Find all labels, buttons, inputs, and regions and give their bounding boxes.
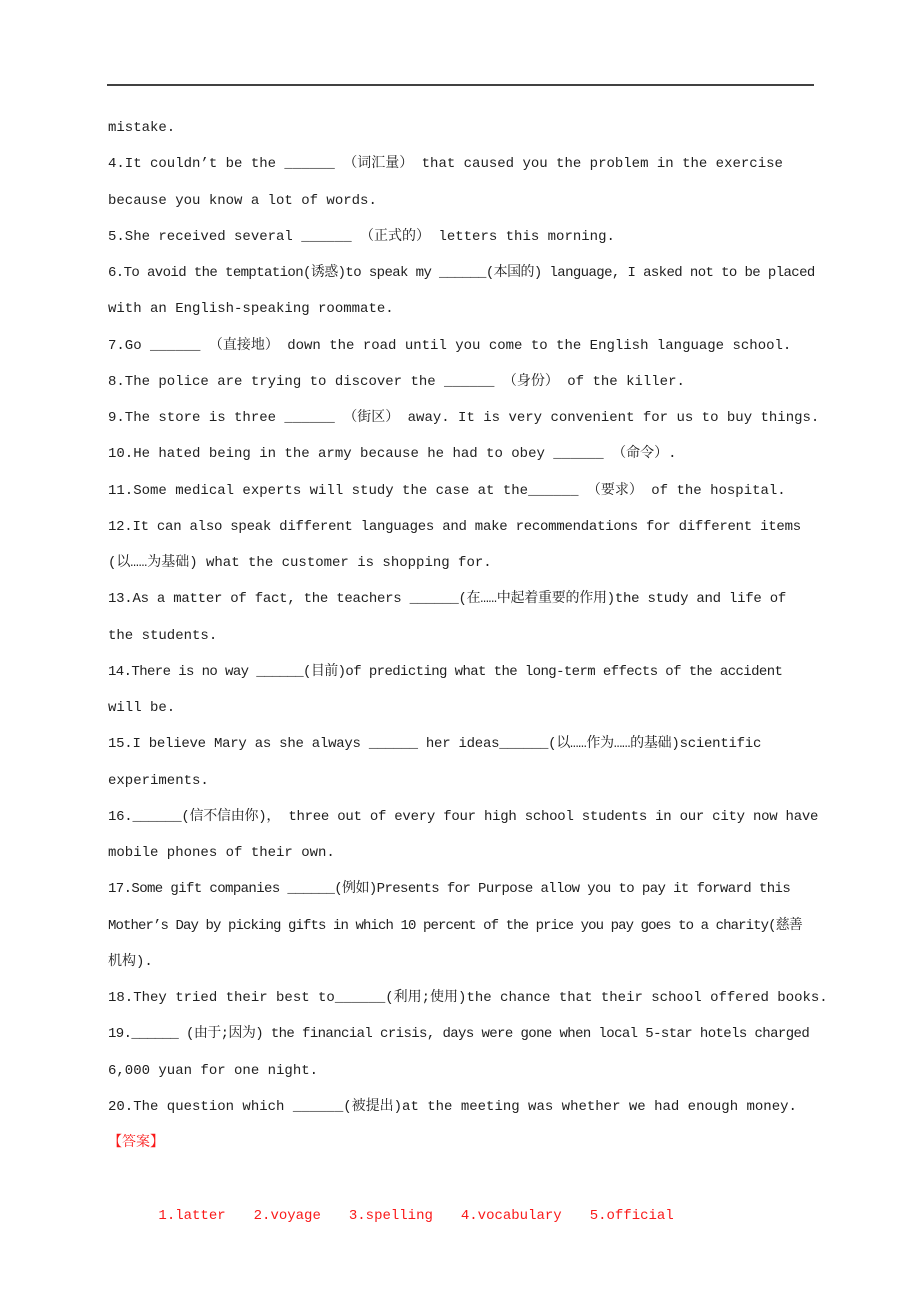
answer-3: 3.spelling bbox=[348, 1207, 433, 1224]
item-12-line-2: (以……为基础) what the customer is shopping for. bbox=[108, 555, 492, 571]
item-18-line-1: 18.They tried their best to______(利用;使用)the chance that their school offered books. bbox=[108, 990, 828, 1006]
item-17-line-2: Mother’s Day by picking gifts in which 10 percent of the price you pay goes to a charity(慈善 bbox=[108, 917, 802, 934]
item-17-line-3: 机构). bbox=[108, 953, 153, 970]
item-13-line-1: 13.As a matter of fact, the teachers ______(在……中起着重要的作用)the study and life of bbox=[108, 591, 787, 608]
item-6-line-1: 6.To avoid the temptation(诱惑)to speak my ______(本国的) language, I asked not to be placed bbox=[108, 265, 815, 281]
answers-line bbox=[108, 1161, 818, 1224]
item-17-line-1: 17.Some gift companies ______(例如)Presents for Purpose allow you to pay it forward this bbox=[108, 881, 791, 898]
item-3-continuation: mistake. bbox=[108, 120, 176, 136]
item-4-line-1: 4.It couldn’t be the ______ （词汇量） that caused you the problem in the exercise bbox=[108, 156, 783, 173]
item-19-line-2: 6,000 yuan for one night. bbox=[108, 1062, 319, 1079]
answer-4: 4.vocabulary bbox=[460, 1207, 562, 1224]
item-11-line-1: 11.Some medical experts will study the case at the______ （要求） of the hospital. bbox=[108, 482, 786, 499]
item-15-line-1: 15.I believe Mary as she always ______ her ideas______(以……作为……的基础)scientific bbox=[108, 736, 762, 753]
item-6-line-2: with an English-speaking roommate. bbox=[108, 301, 394, 318]
answer-5: 5.official bbox=[589, 1207, 674, 1224]
item-16-line-1: 16.______(信不信由你)， three out of every four high school students in our city now have bbox=[108, 808, 819, 825]
item-7-line-1: 7.Go ______ （直接地） down the road until you come to the English language school. bbox=[108, 337, 792, 354]
answer-1: 1.latter bbox=[158, 1207, 226, 1224]
document-body bbox=[108, 110, 828, 1224]
item-19-line-1: 19.______ (由于;因为) the financial crisis, days were gone when local 5-star hotels charged bbox=[108, 1026, 810, 1043]
item-15-line-2: experiments. bbox=[108, 772, 209, 789]
answer-2: 2.voyage bbox=[253, 1207, 321, 1224]
item-9-line-1: 9.The store is three ______ （街区） away. It is very convenient for us to buy things. bbox=[108, 410, 820, 426]
answers-header: 【答案】 bbox=[108, 1135, 164, 1151]
header-rule bbox=[107, 84, 814, 86]
item-12-line-1: 12.It can also speak different languages and make recommendations for different items bbox=[108, 518, 801, 535]
item-14-line-1: 14.There is no way ______(目前)of predicting what the long-term effects of the accident bbox=[108, 663, 783, 680]
item-4-line-2: because you know a lot of words. bbox=[108, 192, 377, 209]
item-5-line-1: 5.She received several ______ （正式的） letters this morning. bbox=[108, 228, 615, 245]
item-10-line-1: 10.He hated being in the army because he had to obey ______ （命令）. bbox=[108, 446, 677, 463]
item-16-line-2: mobile phones of their own. bbox=[108, 845, 335, 861]
item-13-line-2: the students. bbox=[108, 627, 218, 644]
item-14-line-2: will be. bbox=[108, 700, 176, 716]
item-8-line-1: 8.The police are trying to discover the ______ （身份） of the killer. bbox=[108, 373, 685, 390]
item-20-line-1: 20.The question which ______(被提出)at the meeting was whether we had enough money. bbox=[108, 1098, 797, 1115]
